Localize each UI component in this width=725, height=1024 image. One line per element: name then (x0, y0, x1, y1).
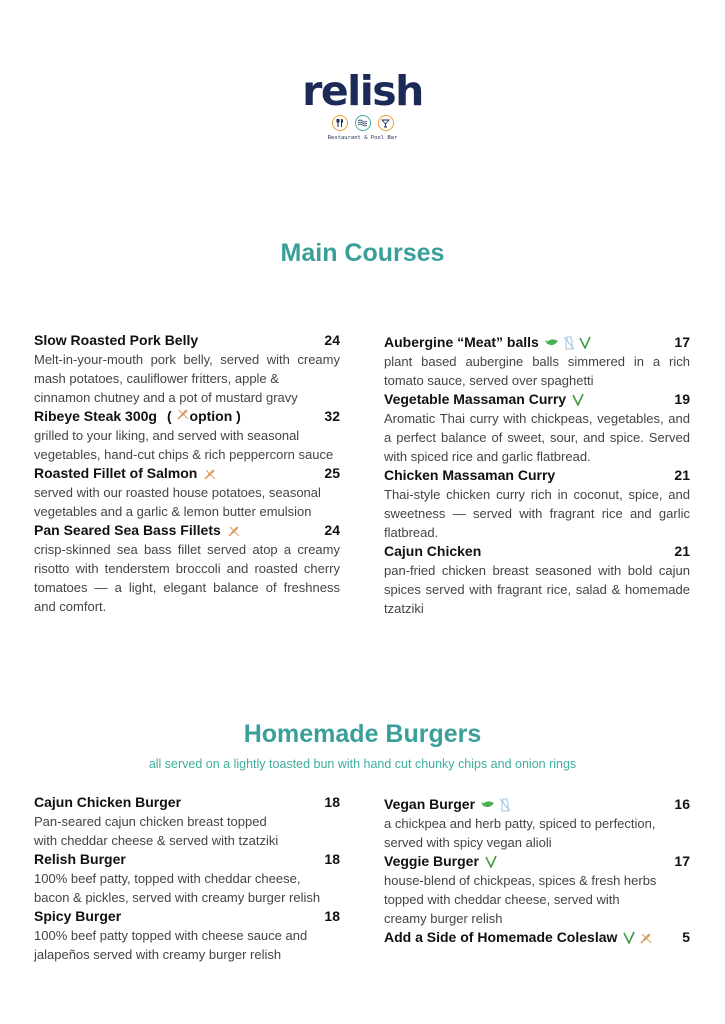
menu-item-title-row (34, 331, 340, 350)
menu-item-description: pan-fried chicken breast seasoned with bold cajun (384, 563, 690, 578)
menu-item-title-row (34, 907, 340, 926)
main-courses-heading: Main Courses (280, 239, 445, 267)
menu-item-description: grilled to your liking, and served with seasonal (34, 428, 300, 443)
logo (0, 68, 725, 141)
gluten-free-icon (227, 524, 241, 538)
vegetarian-icon (485, 855, 497, 868)
dietary-icons (485, 855, 497, 868)
menu-item-title-row (34, 464, 340, 483)
dietary-icons (572, 393, 584, 406)
main-right-column (384, 333, 690, 618)
burgers-left-column (34, 793, 340, 964)
menu-item-description: risotto with tenderstem broccoli and roasted cherry (34, 561, 340, 576)
option-label: option (189, 408, 233, 424)
vegetarian-icon (572, 393, 584, 406)
menu-item-description: mash potatoes, cauliflower fritters, apple & (34, 371, 279, 386)
menu-item (34, 850, 340, 907)
menu-item-description: served with our roasted house potatoes, seasonal (34, 485, 321, 500)
menu-item-description: a chickpea and herb patty, spiced to perfection, (384, 816, 656, 831)
gluten-free-option: ( option ) (166, 408, 241, 424)
gluten-free-icon (176, 407, 190, 426)
menu-item (34, 521, 340, 616)
menu-item-price: 16 (674, 796, 690, 812)
menu-item-description: tzatziki (384, 601, 424, 616)
dietary-icons (545, 336, 591, 350)
menu-item-price: 21 (674, 467, 690, 483)
menu-item (34, 407, 340, 464)
menu-item-title-row (34, 850, 340, 869)
menu-item-name: Vegan Burger (384, 796, 476, 812)
menu-item-description: creamy burger relish (384, 911, 503, 926)
menu-item-price: 32 (324, 408, 340, 424)
dietary-icons (623, 931, 653, 945)
menu-item-title-row (384, 466, 690, 485)
logo-wordmark: relish (302, 67, 423, 115)
gluten-free-icon (639, 931, 653, 945)
burgers-heading: Homemade Burgers (243, 720, 482, 748)
gluten-free-icon (203, 467, 217, 481)
menu-item-title-row (384, 390, 690, 409)
menu-item-name: Veggie Burger (384, 853, 479, 869)
menu-item-description: served with spicy vegan alioli (384, 835, 552, 850)
menu-item-description: Thai-style chicken curry rich in coconut, spice, and (384, 487, 690, 502)
menu-item-description: topped with cheddar cheese, served with (384, 892, 620, 907)
menu-item-name: Slow Roasted Pork Belly (34, 332, 199, 348)
menu-item-description: vegetables, hand-cut chips & rich peppercorn sauce (34, 447, 334, 462)
menu-item-description: sweetness — served with fragrant rice and garlic (384, 506, 690, 521)
logo-icons (0, 115, 725, 131)
menu-item-description: Melt-in-your-mouth pork belly, served with creamy (34, 352, 340, 367)
waves-icon (355, 115, 371, 131)
menu-item-price: 17 (674, 334, 690, 350)
menu-item-price: 18 (324, 794, 340, 810)
menu-item-title-row (384, 333, 690, 352)
menu-item-description: a perfect balance of sweet, sour, and spice. Served (384, 430, 690, 445)
vegetarian-icon (579, 336, 591, 349)
menu-item-title-row (34, 521, 340, 540)
menu-item-description: with spiced rice and garlic flatbread. (384, 449, 591, 464)
menu-item-title-row (384, 852, 690, 871)
menu-item-title-row (384, 928, 690, 947)
menu-item-name: Relish Burger (34, 851, 126, 867)
menu-item (384, 852, 690, 928)
menu-item-price: 24 (324, 522, 340, 538)
menu-item-price: 25 (324, 465, 340, 481)
menu-item-price: 19 (674, 391, 690, 407)
menu-item (384, 466, 690, 542)
burgers-right-column (384, 795, 690, 947)
menu-item-price: 18 (324, 908, 340, 924)
menu-item-description: and comfort. (34, 599, 107, 614)
menu-item-title-row (384, 795, 690, 814)
menu-item-description: tomato sauce, served over spaghetti (384, 373, 594, 388)
menu-item-price: 18 (324, 851, 340, 867)
menu-item-name: Chicken Massaman Curry (384, 467, 556, 483)
menu-item-price: 17 (674, 853, 690, 869)
main-left-column (34, 331, 340, 616)
menu-item-description: crisp-skinned sea bass fillet served atop a creamy (34, 542, 340, 557)
dietary-icons (203, 467, 217, 481)
dietary-icons (481, 798, 511, 812)
logo-tagline: Restaurant & Pool Bar (327, 135, 398, 141)
menu-item-description: bacon & pickles, served with creamy burger relish (34, 890, 321, 905)
menu-item-description: Pan-seared cajun chicken breast topped (34, 814, 267, 829)
menu-item (384, 928, 690, 947)
menu-item (384, 390, 690, 466)
dairy-free-icon (563, 336, 575, 350)
menu-item-description: house-blend of chickpeas, spices & fresh herbs (384, 873, 657, 888)
menu-item-description: spices served with fragrant rice, salad & homemade (384, 582, 690, 597)
menu-item (34, 331, 340, 407)
menu-item-description: vegetables and a garlic & lemon butter emulsion (34, 504, 312, 519)
dietary-icons (227, 524, 241, 538)
menu-item-title-row (384, 542, 690, 561)
menu-item-description: 100% beef patty topped with cheese sauce and (34, 928, 308, 943)
menu-item-price: 5 (682, 929, 690, 945)
menu-item (384, 795, 690, 852)
burgers-subtitle: all served on a lightly toasted bun with hand cut chunky chips and onion rings (148, 757, 577, 771)
menu-item-price: 24 (324, 332, 340, 348)
menu-item-name: Spicy Burger (34, 908, 122, 924)
menu-item (384, 333, 690, 390)
vegetarian-icon (623, 931, 635, 944)
menu-item-description: flatbread. (384, 525, 439, 540)
menu-item-title-row (34, 793, 340, 812)
menu-item (34, 907, 340, 964)
menu-item-description: jalapeños served with creamy burger relish (34, 947, 282, 962)
vegan-leaf-icon (481, 799, 495, 811)
menu-item-description: plant based aubergine balls simmered in a rich (384, 354, 690, 369)
menu-item (384, 542, 690, 618)
dairy-free-icon (499, 798, 511, 812)
menu-item-price: 21 (674, 543, 690, 559)
menu-item (34, 464, 340, 521)
menu-item-description: 100% beef patty, topped with cheddar cheese, (34, 871, 301, 886)
menu-item-description: tomatoes — a light, elegant balance of freshness (34, 580, 340, 595)
menu-item (34, 793, 340, 850)
menu-item-name: Pan Seared Sea Bass Fillets (34, 522, 221, 538)
menu-item-description: Aromatic Thai curry with chickpeas, vegetables, and (384, 411, 690, 426)
menu-item-description: cinnamon chutney and a pot of mustard gravy (34, 390, 298, 405)
menu-item-name: Cajun Chicken (384, 543, 482, 559)
menu-item-description: with cheddar cheese & served with tzatziki (34, 833, 279, 848)
vegan-leaf-icon (545, 337, 559, 349)
menu-item-name: Ribeye Steak 300g (34, 408, 157, 424)
menu-item-name: Roasted Fillet of Salmon (34, 465, 198, 481)
cutlery-icon (332, 115, 348, 131)
menu-item-name: Cajun Chicken Burger (34, 794, 182, 810)
menu-item-name: Vegetable Massaman Curry (384, 391, 567, 407)
menu-item-title-row (34, 407, 340, 426)
menu-item-name: Aubergine “Meat” balls (384, 334, 539, 350)
cocktail-icon (378, 115, 394, 131)
menu-item-name: Add a Side of Homemade Coleslaw (384, 929, 618, 945)
